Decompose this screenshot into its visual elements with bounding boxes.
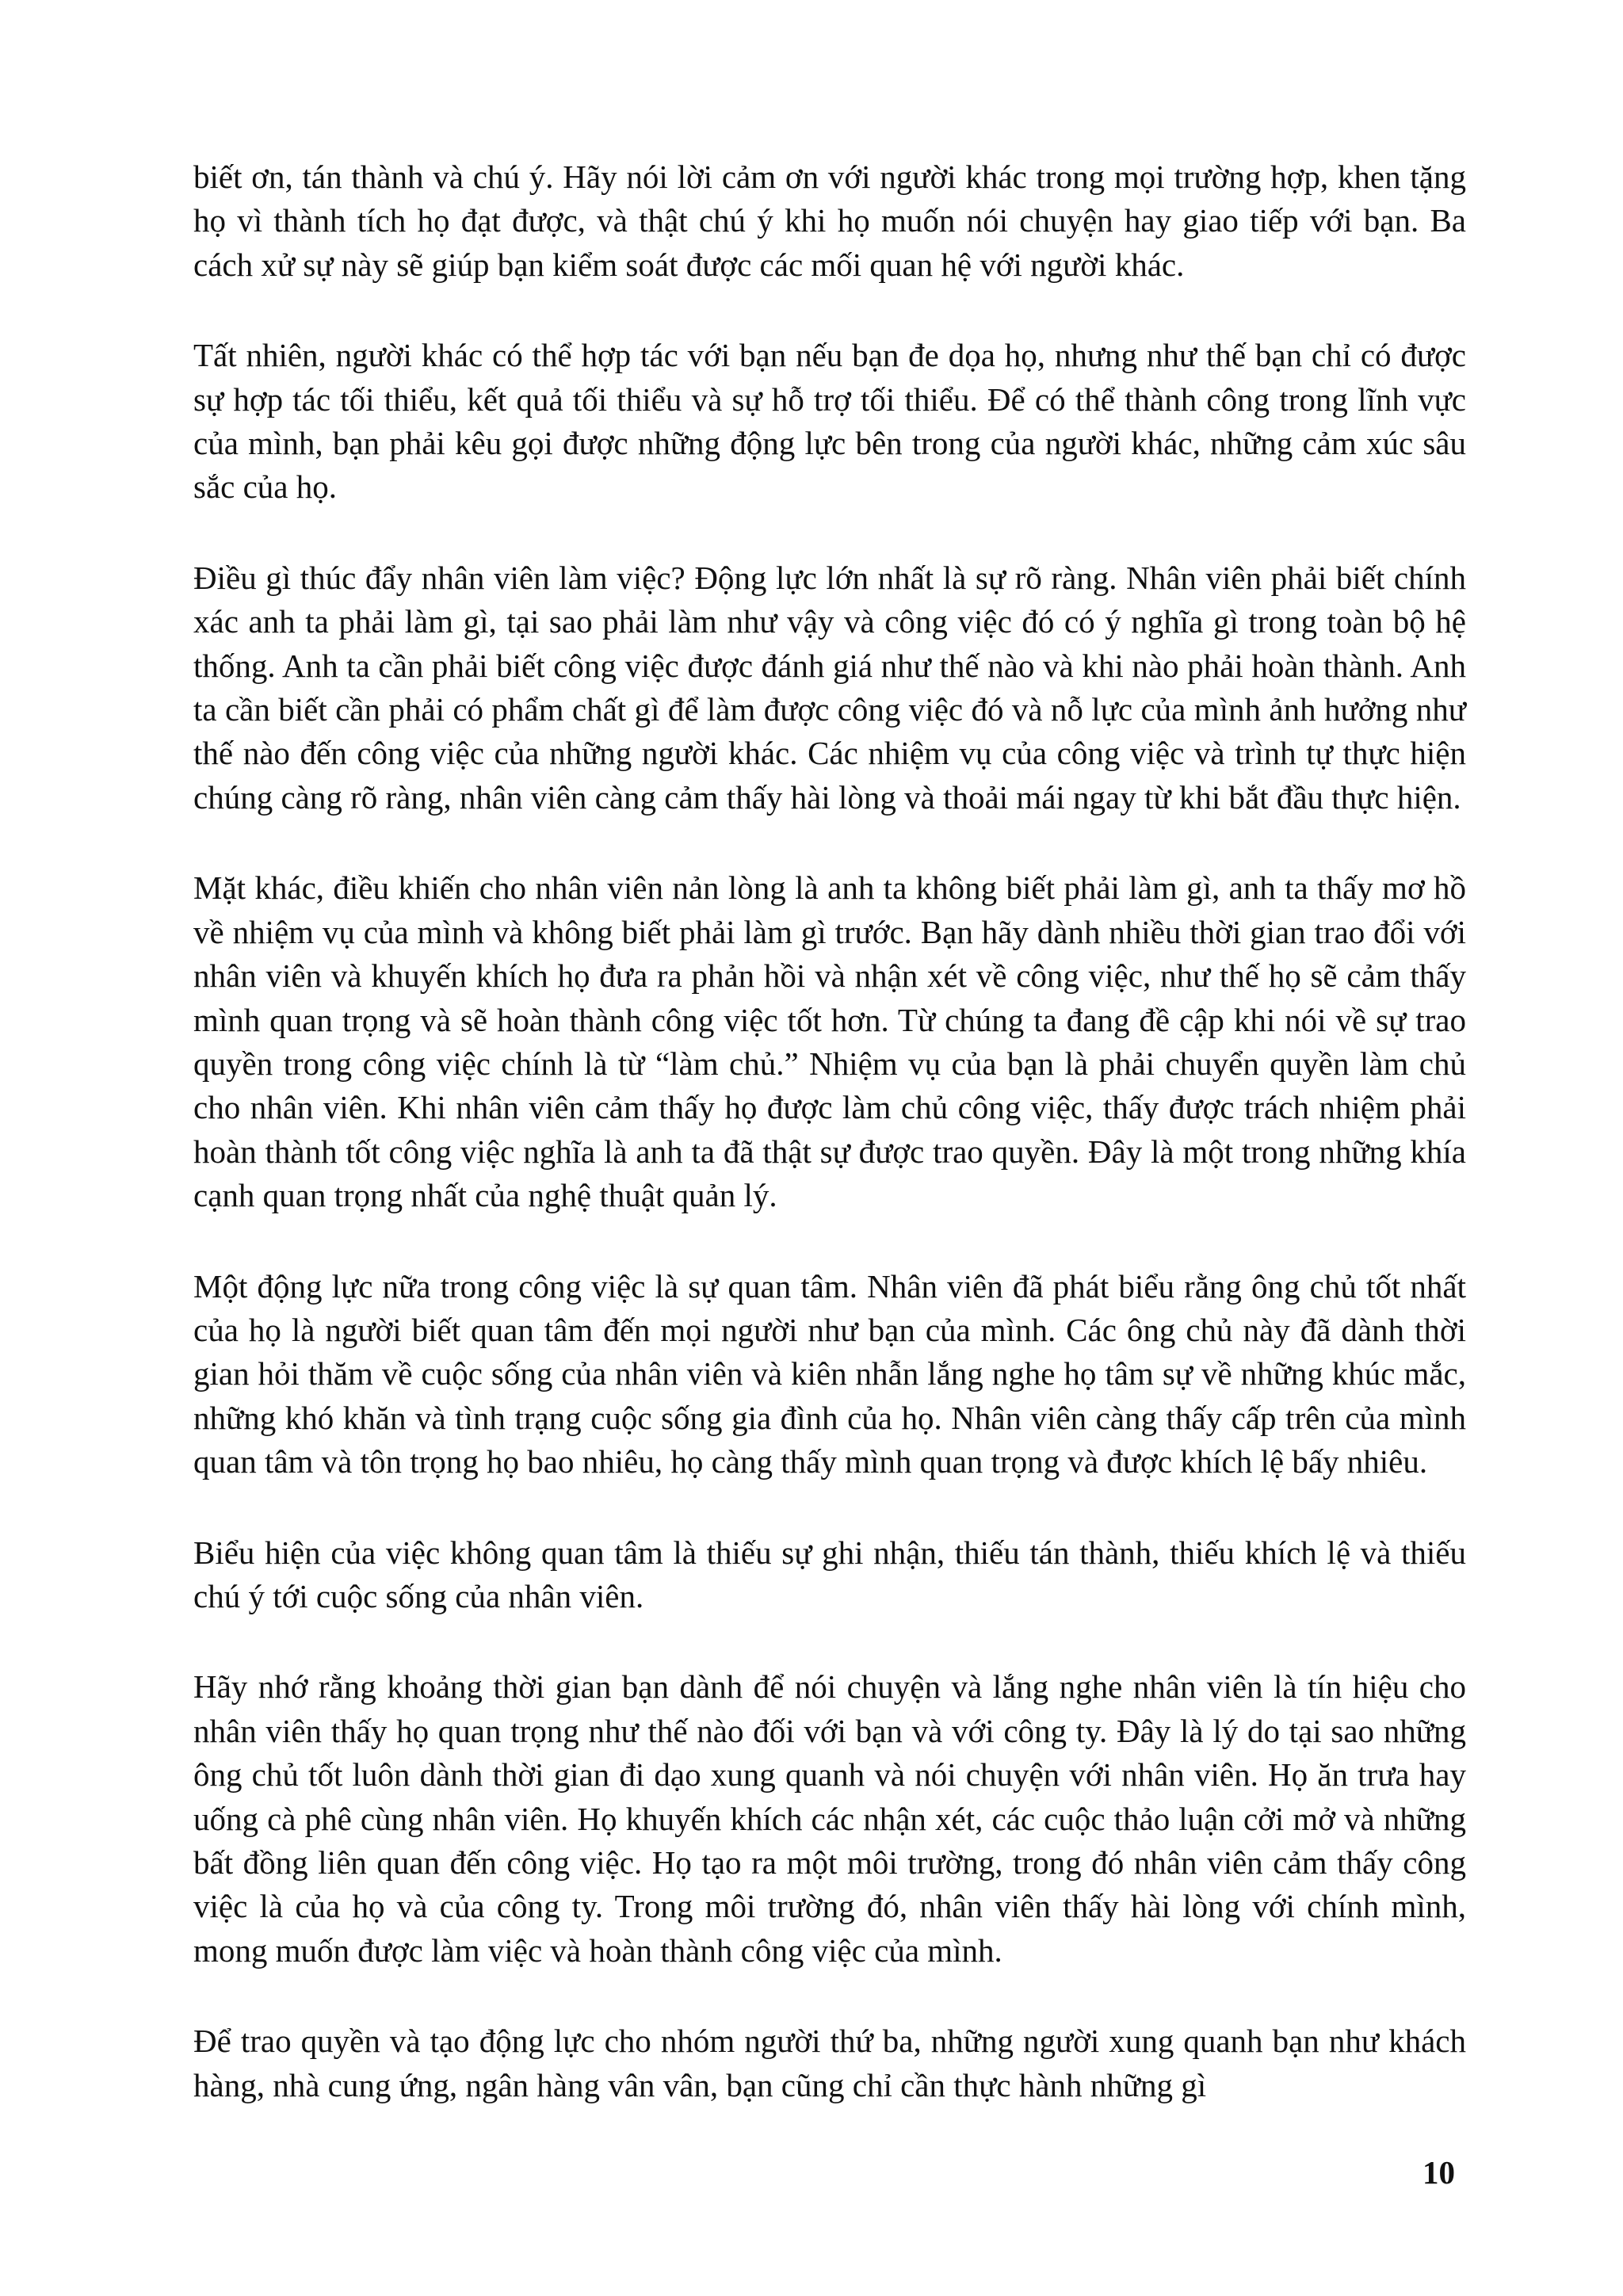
paragraph-4: Mặt khác, điều khiến cho nhân viên nản lòng là anh ta không biết phải làm gì, anh ta thấy mơ hồ về nhiệm vụ của mình và không biết phải làm gì trước. Bạn hãy dành nhiều thời gian trao đổi với nhân viên và khuyến khích họ đưa ra phản hồi và nhận xét về công việc, như thế họ sẽ cảm thấy mình quan trọng và sẽ hoàn thành công việc tốt hơn. Từ chúng ta đang đề cập khi nói về sự trao quyền trong công việc chính là từ “làm chủ.” Nhiệm vụ của bạn là phải chuyển quyền làm chủ cho nhân viên. Khi nhân viên cảm thấy họ được làm chủ công việc, thấy được trách nhiệm phải hoàn thành tốt công việc nghĩa là anh ta đã thật sự được trao quyền. Đây là một trong những khía cạnh quan trọng nhất của nghệ thuật quản lý. — [193, 869, 1466, 1214]
paragraph-6: Biểu hiện của việc không quan tâm là thiếu sự ghi nhận, thiếu tán thành, thiếu khích lệ và thiếu chú ý tới cuộc sống của nhân viên. — [193, 1534, 1466, 1614]
paragraph-1: biết ơn, tán thành và chú ý. Hãy nói lời cảm ơn với người khác trong mọi trường hợp, khen tặng họ vì thành tích họ đạt được, và thật chú ý khi họ muốn nói chuyện hay giao tiếp với bạn. Ba cách xử sự này sẽ giúp bạn kiểm soát được các mối quan hệ với người khác. — [193, 159, 1466, 283]
paragraph-2: Tất nhiên, người khác có thể hợp tác với bạn nếu bạn đe dọa họ, nhưng như thế bạn chỉ có được sự hợp tác tối thiểu, kết quả tối thiểu và sự hỗ trợ tối thiểu. Để có thể thành công trong lĩnh vực của mình, bạn phải kêu gọi được những động lực bên trong của người khác, những cảm xúc sâu sắc của họ. — [193, 337, 1466, 506]
paragraph-3: Điều gì thúc đẩy nhân viên làm việc? Động lực lớn nhất là sự rõ ràng. Nhân viên phải biết chính xác anh ta phải làm gì, tại sao phải làm như vậy và công việc đó có ý nghĩa gì trong toàn bộ hệ thống. Anh ta cần phải biết công việc được đánh giá như thế nào và khi nào phải hoàn thành. Anh ta cần biết cần phải có phẩm chất gì để làm được công việc đó và nỗ lực của mình ảnh hưởng như thế nào đến công việc của những người khác. Các nhiệm vụ của công việc và trình tự thực hiện chúng càng rõ ràng, nhân viên càng cảm thấy hài lòng và thoải mái ngay từ khi bắt đầu thực hiện. — [193, 559, 1466, 816]
paragraph-7: Hãy nhớ rằng khoảng thời gian bạn dành để nói chuyện và lắng nghe nhân viên là tín hiệu cho nhân viên thấy họ quan trọng như thế nào đối với bạn và với công ty. Đây là lý do tại sao những ông chủ tốt luôn dành thời gian đi dạo xung quanh và nói chuyện với nhân viên. Họ ăn trưa hay uống cà phê cùng nhân viên. Họ khuyến khích các nhận xét, các cuộc thảo luận cởi mở và những bất đồng liên quan đến công việc. Họ tạo ra một môi trường, trong đó nhân viên cảm thấy công việc là của họ và của công ty. Trong môi trường đó, nhân viên thấy hài lòng với chính mình, mong muốn được làm việc và hoàn thành công việc của mình. — [193, 1668, 1466, 1969]
page-number: 10 — [1423, 2154, 1455, 2191]
paragraph-8: Để trao quyền và tạo động lực cho nhóm người thứ ba, những người xung quanh bạn như khách hàng, nhà cung ứng, ngân hàng vân vân, bạn cũng chỉ cần thực hành những gì — [193, 2023, 1466, 2103]
paragraph-5: Một động lực nữa trong công việc là sự quan tâm. Nhân viên đã phát biểu rằng ông chủ tốt nhất của họ là người biết quan tâm đến mọi người như bạn của mình. Các ông chủ này đã dành thời gian hỏi thăm về cuộc sống của nhân viên và kiên nhẫn lắng nghe họ tâm sự về những khúc mắc, những khó khăn và tình trạng cuộc sống gia đình của họ. Nhân viên càng thấy cấp trên của mình quan tâm và tôn trọng họ bao nhiêu, họ càng thấy mình quan trọng và được khích lệ bấy nhiêu. — [193, 1267, 1466, 1480]
body-text — [193, 155, 1466, 2107]
